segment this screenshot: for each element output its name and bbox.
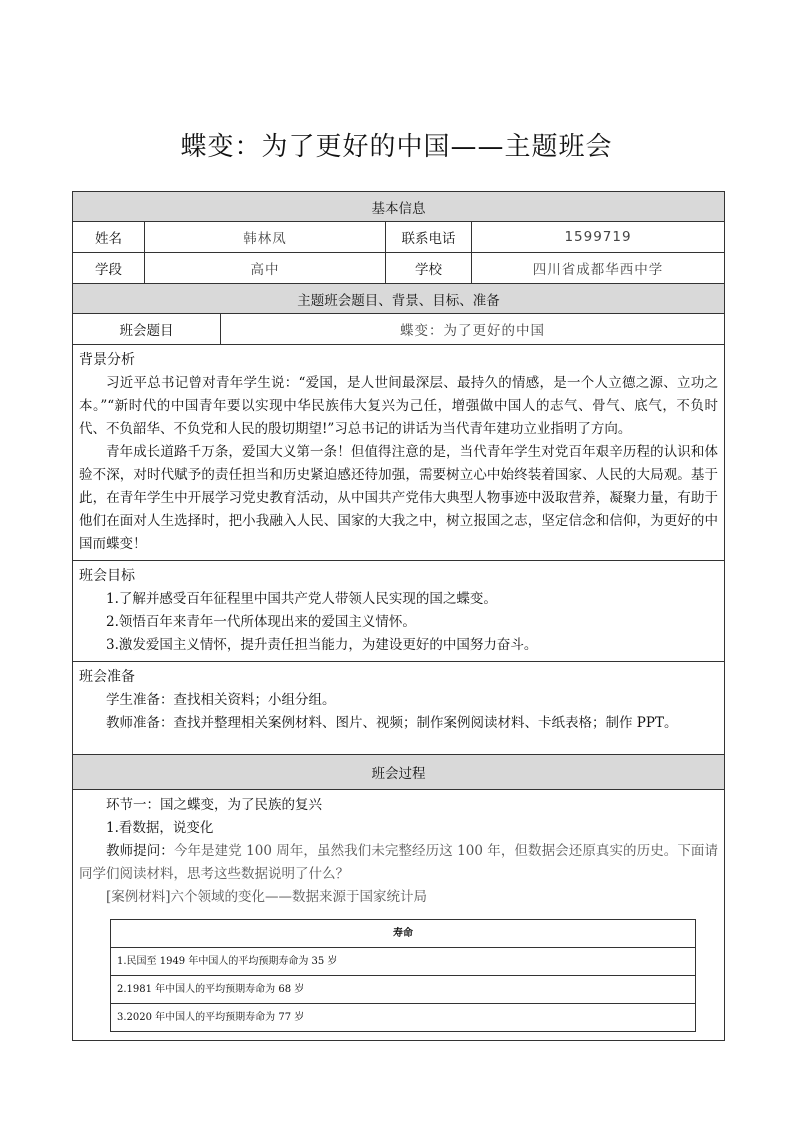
- background-heading: 背景分析: [79, 352, 135, 368]
- life-table-row: 2.1981 年中国人的平均预期寿命为 68 岁: [111, 976, 696, 1004]
- background-paragraph: 青年成长道路千万条，爱国大义第一条！但值得注意的是，当代青年学生对党百年艰辛历程的认识和体验不深，对时代赋予的责任担当和历史紧迫感还待加强，需要树立心中始终装着国家、人民的大局观。基于此，在青年学生中开展学习党史教育活动，从中国共产党伟大典型人物事迹中汲取营养，凝聚力量，有助于他们在面对人生选择时，把小我融入人民、国家的大我之中，树立报国之志，坚定信念和信仰，为更好的中国而蝶变！: [79, 444, 718, 552]
- goal-item: 2.领悟百年来青年一代所体现出来的爱国主义情怀。: [106, 614, 416, 630]
- teacher-question-text: 今年是建党 100 周年，虽然我们未完整经历这 100 年，但数据会还原真实的历史。下面请同学们阅读材料，思考这些数据说明了什么？: [79, 843, 719, 882]
- topic-title-value: 蝶变：为了更好的中国: [221, 314, 725, 345]
- lesson-plan-table: [72, 191, 725, 1041]
- topic-header: 主题班会题目、背景、目标、准备: [73, 284, 725, 314]
- name-value: 韩林凤: [145, 222, 386, 253]
- background-section: [73, 345, 725, 561]
- section-title: 环节一：国之蝶变，为了民族的复兴: [106, 797, 322, 813]
- stage-label: 学段: [73, 253, 145, 284]
- life-table-row: 3.2020 年中国人的平均预期寿命为 77 岁: [111, 1004, 696, 1032]
- background-paragraph: 习近平总书记曾对青年学生说：“爱国，是人世间最深层、最持久的情感，是一个人立德之源、立功之本。”“新时代的中国青年要以实现中华民族伟大复兴为己任，增强做中国人的志气、骨气、底气，不负时代、不负韶华、不负党和人民的殷切期望!”习总书记的讲话为当代青年建功立业指明了方向。: [79, 375, 718, 437]
- name-label: 姓名: [73, 222, 145, 253]
- basic-info-header: 基本信息: [73, 192, 725, 222]
- student-prep: 学生准备：查找相关资料；小组分组。: [106, 692, 336, 708]
- teacher-question: [79, 840, 718, 886]
- process-section: [73, 790, 725, 1041]
- phone-value: 1599719: [472, 222, 725, 253]
- goals-heading: 班会目标: [79, 568, 135, 584]
- teacher-question-prefix: 教师提问：: [106, 843, 174, 859]
- process-header: 班会过程: [73, 755, 725, 790]
- stage-value: 高中: [145, 253, 386, 284]
- school-label: 学校: [386, 253, 472, 284]
- prep-section: [73, 662, 725, 755]
- life-table-row: 1.民国至 1949 年中国人的平均预期寿命为 35 岁: [111, 948, 696, 976]
- life-table-header: 寿命: [111, 920, 696, 948]
- school-value: 四川省成都华西中学: [472, 253, 725, 284]
- life-expectancy-table: [110, 919, 696, 1032]
- goals-section: [73, 561, 725, 662]
- phone-label: 联系电话: [386, 222, 472, 253]
- goal-item: 1.了解并感受百年征程里中国共产党人带领人民实现的国之蝶变。: [106, 591, 497, 607]
- material-caption: [案例材料]六个领域的变化——数据来源于国家统计局: [106, 889, 428, 905]
- goal-item: 3.激发爱国主义情怀，提升责任担当能力，为建设更好的中国努力奋斗。: [106, 637, 538, 653]
- step-title: 1.看数据，说变化: [106, 820, 214, 836]
- topic-title-label: 班会题目: [73, 314, 221, 345]
- teacher-prep: 教师准备：查找并整理相关案例材料、图片、视频；制作案例阅读材料、卡纸表格；制作 PPT。: [106, 715, 678, 731]
- page-title: 蝶变：为了更好的中国——主题班会: [180, 132, 613, 162]
- prep-heading: 班会准备: [79, 669, 135, 685]
